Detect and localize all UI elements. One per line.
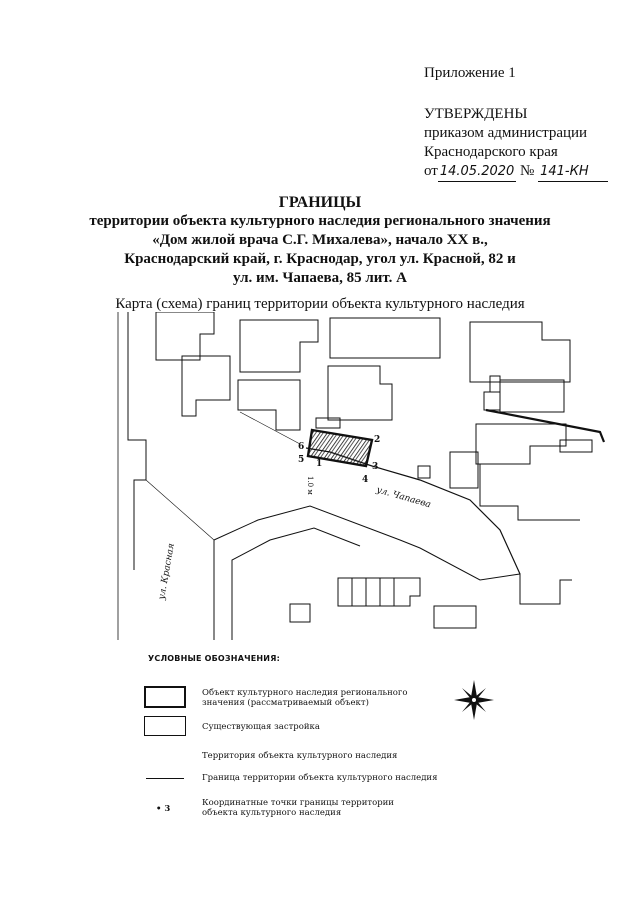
building-outline bbox=[470, 322, 570, 382]
legend-swatch-boundary bbox=[146, 778, 184, 779]
legend-swatch-buildings bbox=[144, 716, 186, 736]
building-outline bbox=[330, 318, 440, 358]
boundary-map bbox=[0, 312, 640, 642]
street-edge bbox=[486, 410, 604, 442]
point-label: 5 bbox=[298, 455, 305, 465]
map-caption: Карта (схема) границ территории объекта культурного наследия bbox=[115, 296, 525, 312]
number-prefix: № bbox=[520, 163, 535, 179]
building-outline bbox=[290, 604, 310, 622]
order-line-1: приказом администрации bbox=[424, 125, 588, 141]
legend-swatch-object bbox=[144, 686, 186, 708]
building-outline bbox=[128, 312, 146, 570]
street-edge bbox=[146, 480, 214, 540]
point-label: 2 bbox=[374, 435, 381, 445]
building-outline bbox=[156, 312, 214, 360]
street-label-chapaeva: ул. Чапаева bbox=[375, 485, 432, 511]
appendix-label: Приложение 1 bbox=[424, 65, 516, 81]
building-outline bbox=[476, 424, 566, 464]
title-line-3: «Дом жилой врача С.Г. Михалева», начало XX в., bbox=[152, 232, 488, 248]
building-outline bbox=[328, 366, 392, 420]
street-edge bbox=[240, 412, 300, 444]
point-label: 3 bbox=[372, 462, 379, 472]
title-line-5: ул. им. Чапаева, 85 лит. А bbox=[233, 270, 407, 286]
point-marker-icon: • bbox=[156, 804, 162, 814]
building-outline bbox=[484, 392, 500, 410]
order-line-2: Краснодарского края bbox=[424, 144, 558, 160]
title-line-1: ГРАНИЦЫ bbox=[278, 194, 362, 211]
building-outline bbox=[238, 380, 300, 430]
point-label: 4 bbox=[362, 475, 369, 485]
legend-item-points: Координатные точки границы территории объекта культурного наследия bbox=[202, 798, 394, 818]
building-outline bbox=[418, 466, 430, 478]
title-line-4: Краснодарский край, г. Краснодар, угол ул. Красной, 82 и bbox=[124, 251, 516, 267]
building-outline bbox=[490, 376, 500, 392]
compass-rose-icon bbox=[454, 680, 494, 720]
order-date-number bbox=[424, 162, 608, 182]
date-value: 14.05.2020 bbox=[438, 162, 516, 182]
building-outline bbox=[480, 464, 580, 520]
building-outline bbox=[214, 506, 572, 640]
building-outline bbox=[434, 606, 476, 628]
title-line-2: территории объекта культурного наследия регионального значения bbox=[89, 213, 551, 229]
building-outline bbox=[240, 320, 318, 372]
object-side-label: 1.0 м bbox=[306, 476, 314, 495]
building-outline bbox=[338, 578, 420, 606]
legend-item-territory: Территория объекта культурного наследия bbox=[202, 751, 398, 761]
legend-item-buildings: Существующая застройка bbox=[202, 722, 320, 732]
street-label-krasnaya: ул. Красная bbox=[157, 542, 177, 601]
date-prefix: от bbox=[424, 163, 438, 179]
legend-item-boundary: Граница территории объекта культурного наследия bbox=[202, 773, 438, 783]
number-value: 141-КН bbox=[538, 162, 608, 182]
document-title bbox=[0, 193, 640, 288]
point-label: 1 bbox=[316, 459, 323, 469]
legend-item-object: Объект культурного наследия регионального значения (рассматриваемый объект) bbox=[202, 688, 408, 708]
point-label: 6 bbox=[298, 442, 305, 452]
street-edge bbox=[306, 448, 520, 574]
approved-label: УТВЕРЖДЕНЫ bbox=[424, 106, 528, 122]
building-outline bbox=[450, 452, 478, 488]
approval-block bbox=[424, 64, 608, 182]
building-outline bbox=[232, 528, 360, 640]
building-outline bbox=[182, 356, 230, 416]
legend-title: УСЛОВНЫЕ ОБОЗНАЧЕНИЯ: bbox=[148, 654, 280, 663]
building-outline bbox=[500, 380, 564, 412]
legend-swatch-point: • 3 bbox=[156, 804, 171, 814]
